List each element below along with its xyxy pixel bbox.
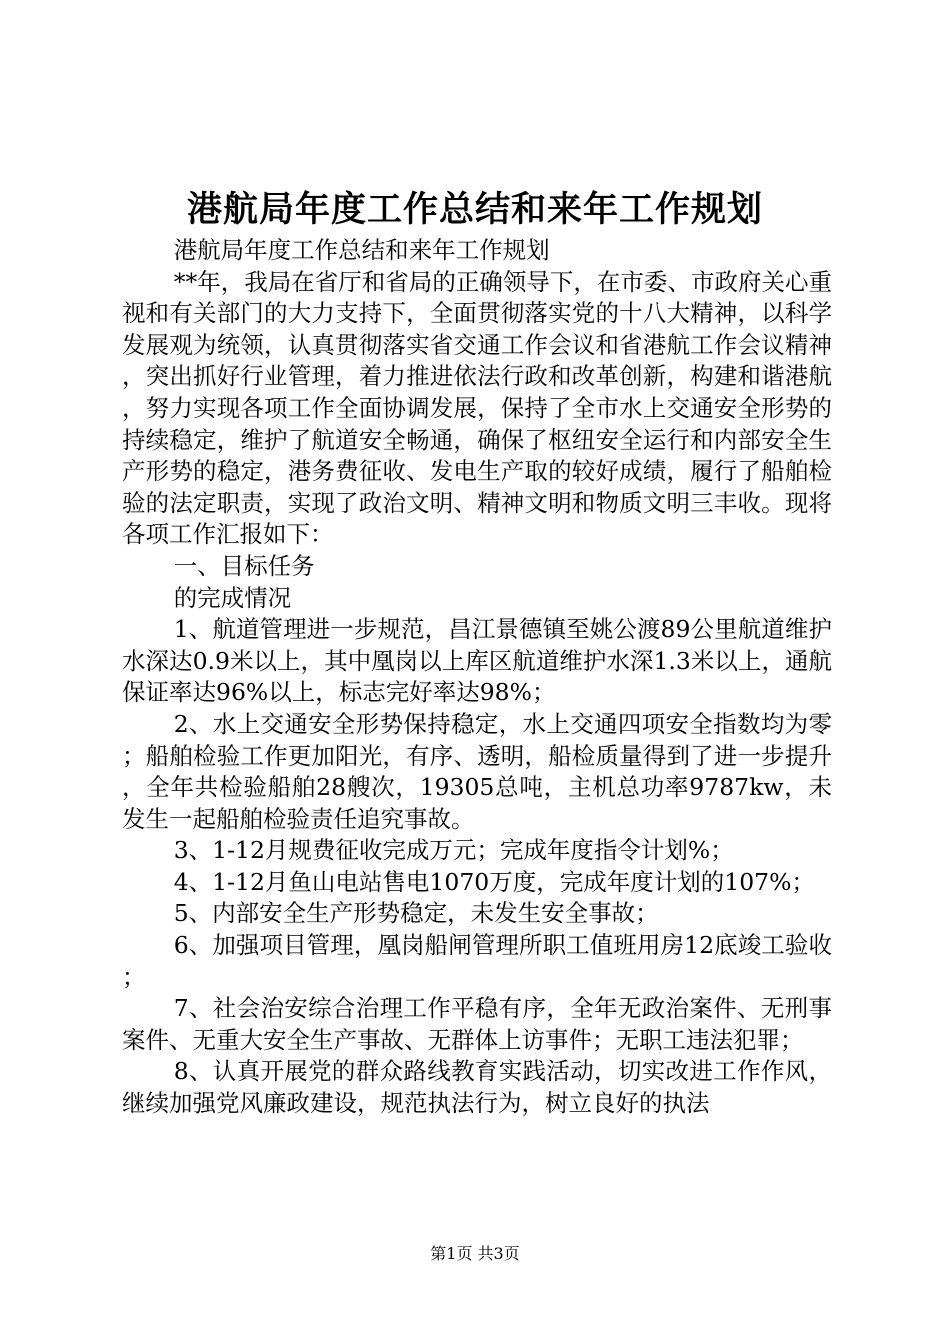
body-paragraph: 的完成情况	[173, 583, 292, 612]
list-item: 4、1-12月鱼山电站售电1070万度，完成年度计划的107%；	[173, 867, 815, 896]
list-item: 8、认真开展党的群众路线教育实践活动，切实改进工作作风，继续加强党风廉政建设，规范执法行为，树立良好的执法	[122, 1057, 832, 1118]
body-paragraph: 港航局年度工作总结和来年工作规划	[173, 236, 550, 264]
section-heading: 一、目标任务	[173, 551, 315, 580]
list-item: 1、航道管理进一步规范，昌江景德镇至姚公渡89公里航道维护水深达0.9米以上，其中凰岗以上库区航道维护水深1.3米以上，通航保证率达96%以上，标志完好率达98%；	[122, 615, 832, 707]
list-item: 2、水上交通安全形势保持稳定，水上交通四项安全指数均为零；船舶检验工作更加阳光，有序、透明，船检质量得到了进一步提升，全年共检验船舶28艘次，19305总吨，主机总功率9787kw，未发生一起船舶检验责任追究事故。	[122, 709, 832, 833]
body-paragraph: **年，我局在省厅和省局的正确领导下，在市委、市政府关心重视和有关部门的大力支持下，全面贯彻落实党的十八大精神，以科学发展观为统领，认真贯彻落实省交通工作会议和省港航工作会议精神，突出抓好行业管理，着力推进依法行政和改革创新，构建和谐港航，努力实现各项工作全面协调发展，保持了全市水上交通安全形势的持续稳定，维护了航道安全畅通，确保了枢纽安全运行和内部安全生产形势的稳定，港务费征收、发电生产取的较好成绩，履行了船舶检验的法定职责，实现了政治文明、精神文明和物质文明三丰收。现将各项工作汇报如下：	[122, 267, 832, 549]
list-item: 3、1-12月规费征收完成万元；完成年度指令计划%；	[173, 836, 734, 865]
document-body	[122, 235, 832, 1120]
list-item: 5、内部安全生产形势稳定，未发生安全事故；	[173, 899, 659, 928]
list-item: 7、社会治安综合治理工作平稳有序，全年无政治案件、无刑事案件、无重大安全生产事故、无群体上访事件；无职工违法犯罪；	[122, 994, 832, 1054]
page-number: 第1页 共3页	[430, 1244, 520, 1263]
list-item: 6、加强项目管理，凰岗船闸管理所职工值班用房12底竣工验收；	[122, 931, 832, 991]
document-title: 港航局年度工作总结和来年工作规划	[186, 190, 763, 230]
